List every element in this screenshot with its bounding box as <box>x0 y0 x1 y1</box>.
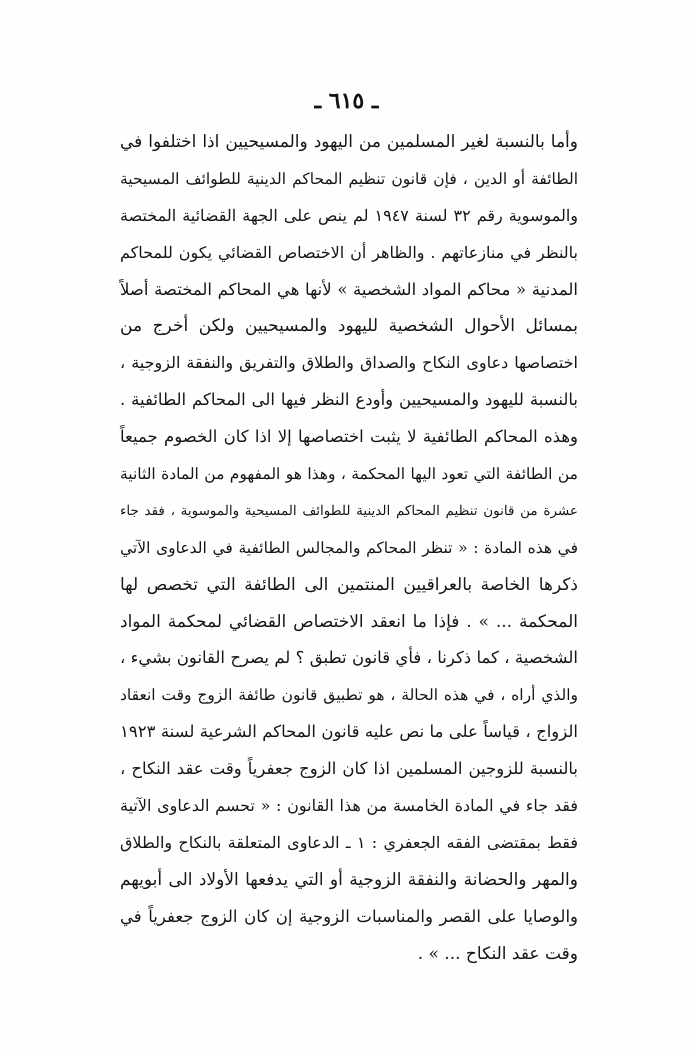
page-number: ـ ٦١٥ ـ <box>314 88 379 114</box>
text-line: فقد جاء في المادة الخامسة من هذا القانون : « تحسم الدعاوى الآتية <box>120 796 578 816</box>
text-line: الطائفة أو الدين ، فإن قانون تنظيم المحاكم الدينية للطوائف المسيحية <box>120 169 578 188</box>
text-line: بمسائل الأحوال الشخصية لليهود والمسيحيين ولكن أخرج من <box>120 316 578 337</box>
text-line: ذكرها الخاصة بالعراقيين المنتمين الى الطائفة التي تخصص لها <box>120 574 578 595</box>
text-line: في هذه المادة : « تنظر المحاكم والمجالس الطائفية في الدعاوى الآتي <box>120 538 578 557</box>
text-line: المدنية « محاكم المواد الشخصية » لأنها هي المحاكم المختصة أصلاً <box>120 279 578 299</box>
text-line: والوصايا على القصر والمناسبات الزوجية إن كان الزوج جعفرياً في <box>120 906 578 926</box>
body-text <box>120 124 578 972</box>
text-line: فقط بمقتضى الفقه الجعفري : ١ ـ الدعاوى المتعلقة بالنكاح والطلاق <box>120 832 579 852</box>
text-line: بالنظر في منازعاتهم . والظاهر أن الاختصاص القضائي يكون للمحاكم <box>120 242 578 262</box>
text-line: بالنسبة للزوجين المسلمين اذا كان الزوج جعفرياً وقت عقد النكاح ، <box>120 759 578 779</box>
text-line: المحكمة ... » . فإذا ما انعقد الاختصاص القضائي لمحكمة المواد <box>120 611 578 632</box>
text-line: بالنسبة لليهود والمسيحيين وأودع النظر فيها الى المحاكم الطائفية . <box>120 390 578 410</box>
text-line: والذي أراه ، في هذه الحالة ، هو تطبيق قانون طائفة الزوج وقت انعقاد <box>120 686 578 705</box>
text-line: وأما بالنسبة لغير المسلمين من اليهود والمسيحيين اذا اختلفوا في <box>120 132 578 152</box>
text-line: اختصاصها دعاوى النكاح والصداق والطلاق والتفريق والنفقة الزوجية ، <box>120 353 578 373</box>
text-line: عشرة من قانون تنظيم المحاكم الدينية للطوائف المسيحية والموسوية ، فقد جاء <box>120 502 578 519</box>
text-line: وقت عقد النكاح ... » . <box>417 943 578 964</box>
text-line: والمهر والحضانة والنفقة الزوجية أو التي يدفعها الأولاد الى أبويهم <box>120 869 578 890</box>
text-line: وهذه المحاكم الطائفية لا يثبت اختصاصها إلا اذا كان الخصوم جميعاً <box>120 427 578 447</box>
text-line: الشخصية ، كما ذكرنا ، فأي قانون تطبق ؟ لم يصرح القانون بشيء ، <box>120 648 578 668</box>
text-line: من الطائفة التي تعود اليها المحكمة ، وهذا هو المفهوم من المادة الثانية <box>120 465 578 484</box>
text-line: الزواج ، قياساً على ما نص عليه قانون المحاكم الشرعية لسنة ١٩٢٣ <box>120 722 578 742</box>
text-line: والموسوية رقم ٣٢ لسنة ١٩٤٧ لم ينص على الجهة القضائية المختصة <box>120 205 578 225</box>
